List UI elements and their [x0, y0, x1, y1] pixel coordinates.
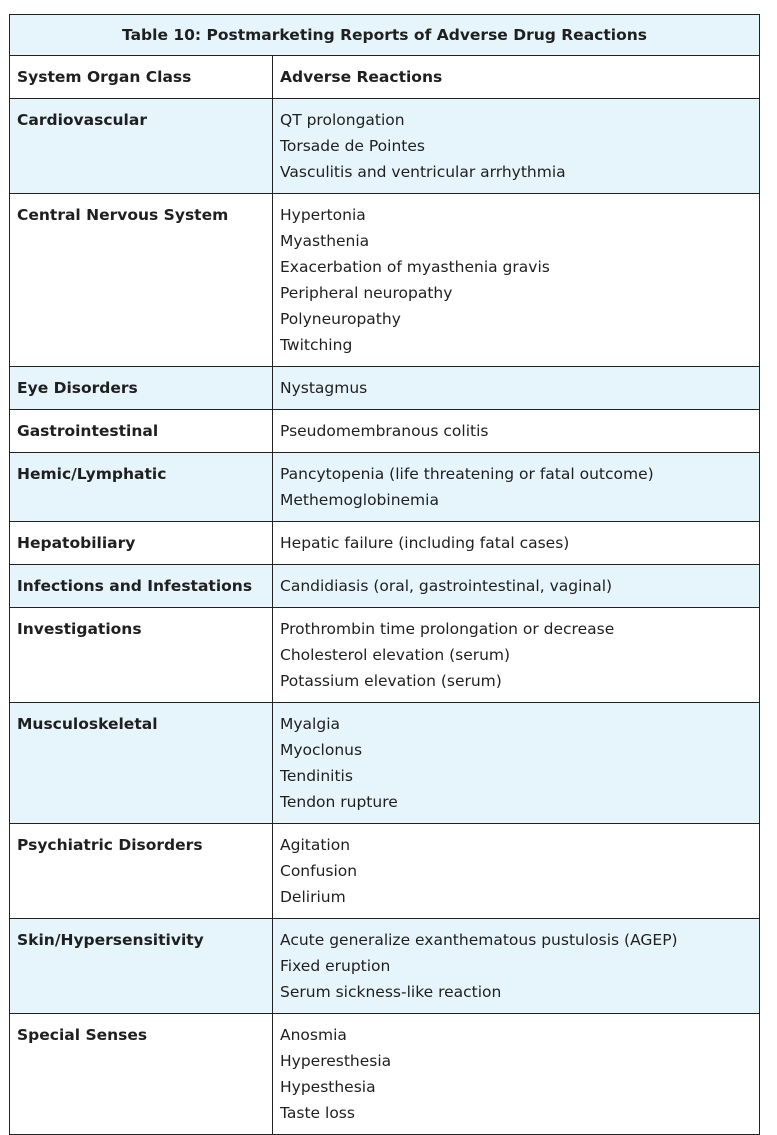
table-caption: Table 10: Postmarketing Reports of Adverse Drug Reactions [9, 14, 760, 55]
system-organ-class-cell: Cardiovascular [10, 99, 273, 194]
adverse-reaction-item: Potassium elevation (serum) [280, 672, 502, 690]
table-body [10, 99, 760, 1135]
adverse-reactions-cell [273, 99, 760, 194]
adverse-reaction-item: Tendinitis [280, 767, 353, 785]
adverse-reaction-item: Agitation [280, 836, 351, 854]
adverse-reaction-item: Methemoglobinemia [280, 491, 439, 509]
adverse-reaction-item: QT prolongation [280, 111, 405, 129]
system-organ-class-cell: Central Nervous System [10, 194, 273, 367]
adverse-reactions-cell [273, 565, 760, 608]
system-organ-class-cell: Hemic/Lymphatic [10, 453, 273, 522]
adverse-reactions-table-container [9, 14, 759, 1135]
adverse-reaction-item: Serum sickness-like reaction [280, 983, 502, 1001]
adverse-reactions-cell [273, 367, 760, 410]
system-organ-class-cell: Skin/Hypersensitivity [10, 919, 273, 1014]
system-organ-class-cell: Investigations [10, 608, 273, 703]
adverse-reactions-cell [273, 824, 760, 919]
adverse-reaction-item: Delirium [280, 888, 346, 906]
table-row [10, 565, 760, 608]
table-header-row [10, 56, 760, 99]
adverse-reaction-item: Myoclonus [280, 741, 363, 759]
table-row [10, 703, 760, 824]
system-organ-class-cell: Hepatobiliary [10, 522, 273, 565]
adverse-reaction-item: Hypesthesia [280, 1078, 376, 1096]
adverse-reaction-item: Pseudomembranous colitis [280, 422, 489, 440]
system-organ-class-cell: Musculoskeletal [10, 703, 273, 824]
table-row [10, 453, 760, 522]
table-row [10, 522, 760, 565]
adverse-reactions-cell [273, 410, 760, 453]
column-header-system-organ-class: System Organ Class [10, 56, 273, 99]
adverse-reactions-cell [273, 608, 760, 703]
adverse-reaction-item: Prothrombin time prolongation or decrease [280, 620, 615, 638]
table-row [10, 99, 760, 194]
adverse-reaction-item: Exacerbation of myasthenia gravis [280, 258, 550, 276]
table-row [10, 367, 760, 410]
adverse-reaction-item: Anosmia [280, 1026, 347, 1044]
adverse-reaction-item: Cholesterol elevation (serum) [280, 646, 511, 664]
adverse-reactions-cell [273, 194, 760, 367]
adverse-reaction-item: Acute generalize exanthematous pustulosis (AGEP) [280, 931, 678, 949]
column-header-adverse-reactions: Adverse Reactions [273, 56, 760, 99]
adverse-reactions-cell [273, 703, 760, 824]
adverse-reaction-item: Twitching [280, 336, 353, 354]
adverse-reaction-item: Nystagmus [280, 379, 368, 397]
adverse-reaction-item: Taste loss [280, 1104, 355, 1122]
adverse-reaction-item: Vasculitis and ventricular arrhythmia [280, 163, 566, 181]
adverse-reaction-item: Fixed eruption [280, 957, 391, 975]
table-row [10, 194, 760, 367]
system-organ-class-cell: Special Senses [10, 1014, 273, 1135]
adverse-reaction-item: Myalgia [280, 715, 340, 733]
table-row [10, 608, 760, 703]
adverse-reactions-table [9, 14, 760, 1135]
adverse-reaction-item: Confusion [280, 862, 358, 880]
adverse-reaction-item: Peripheral neuropathy [280, 284, 453, 302]
table-row [10, 824, 760, 919]
table-row [10, 410, 760, 453]
system-organ-class-cell: Psychiatric Disorders [10, 824, 273, 919]
adverse-reactions-cell [273, 1014, 760, 1135]
adverse-reactions-cell [273, 522, 760, 565]
system-organ-class-cell: Eye Disorders [10, 367, 273, 410]
adverse-reaction-item: Polyneuropathy [280, 310, 401, 328]
adverse-reaction-item: Tendon rupture [280, 793, 398, 811]
adverse-reaction-item: Candidiasis (oral, gastrointestinal, vaginal) [280, 577, 613, 595]
adverse-reactions-cell [273, 453, 760, 522]
table-row [10, 919, 760, 1014]
adverse-reaction-item: Myasthenia [280, 232, 370, 250]
system-organ-class-cell: Gastrointestinal [10, 410, 273, 453]
adverse-reaction-item: Pancytopenia (life threatening or fatal outcome) [280, 465, 654, 483]
adverse-reaction-item: Hypertonia [280, 206, 366, 224]
table-row [10, 1014, 760, 1135]
adverse-reactions-cell [273, 919, 760, 1014]
adverse-reaction-item: Hyperesthesia [280, 1052, 392, 1070]
adverse-reaction-item: Hepatic failure (including fatal cases) [280, 534, 570, 552]
system-organ-class-cell: Infections and Infestations [10, 565, 273, 608]
adverse-reaction-item: Torsade de Pointes [280, 137, 425, 155]
